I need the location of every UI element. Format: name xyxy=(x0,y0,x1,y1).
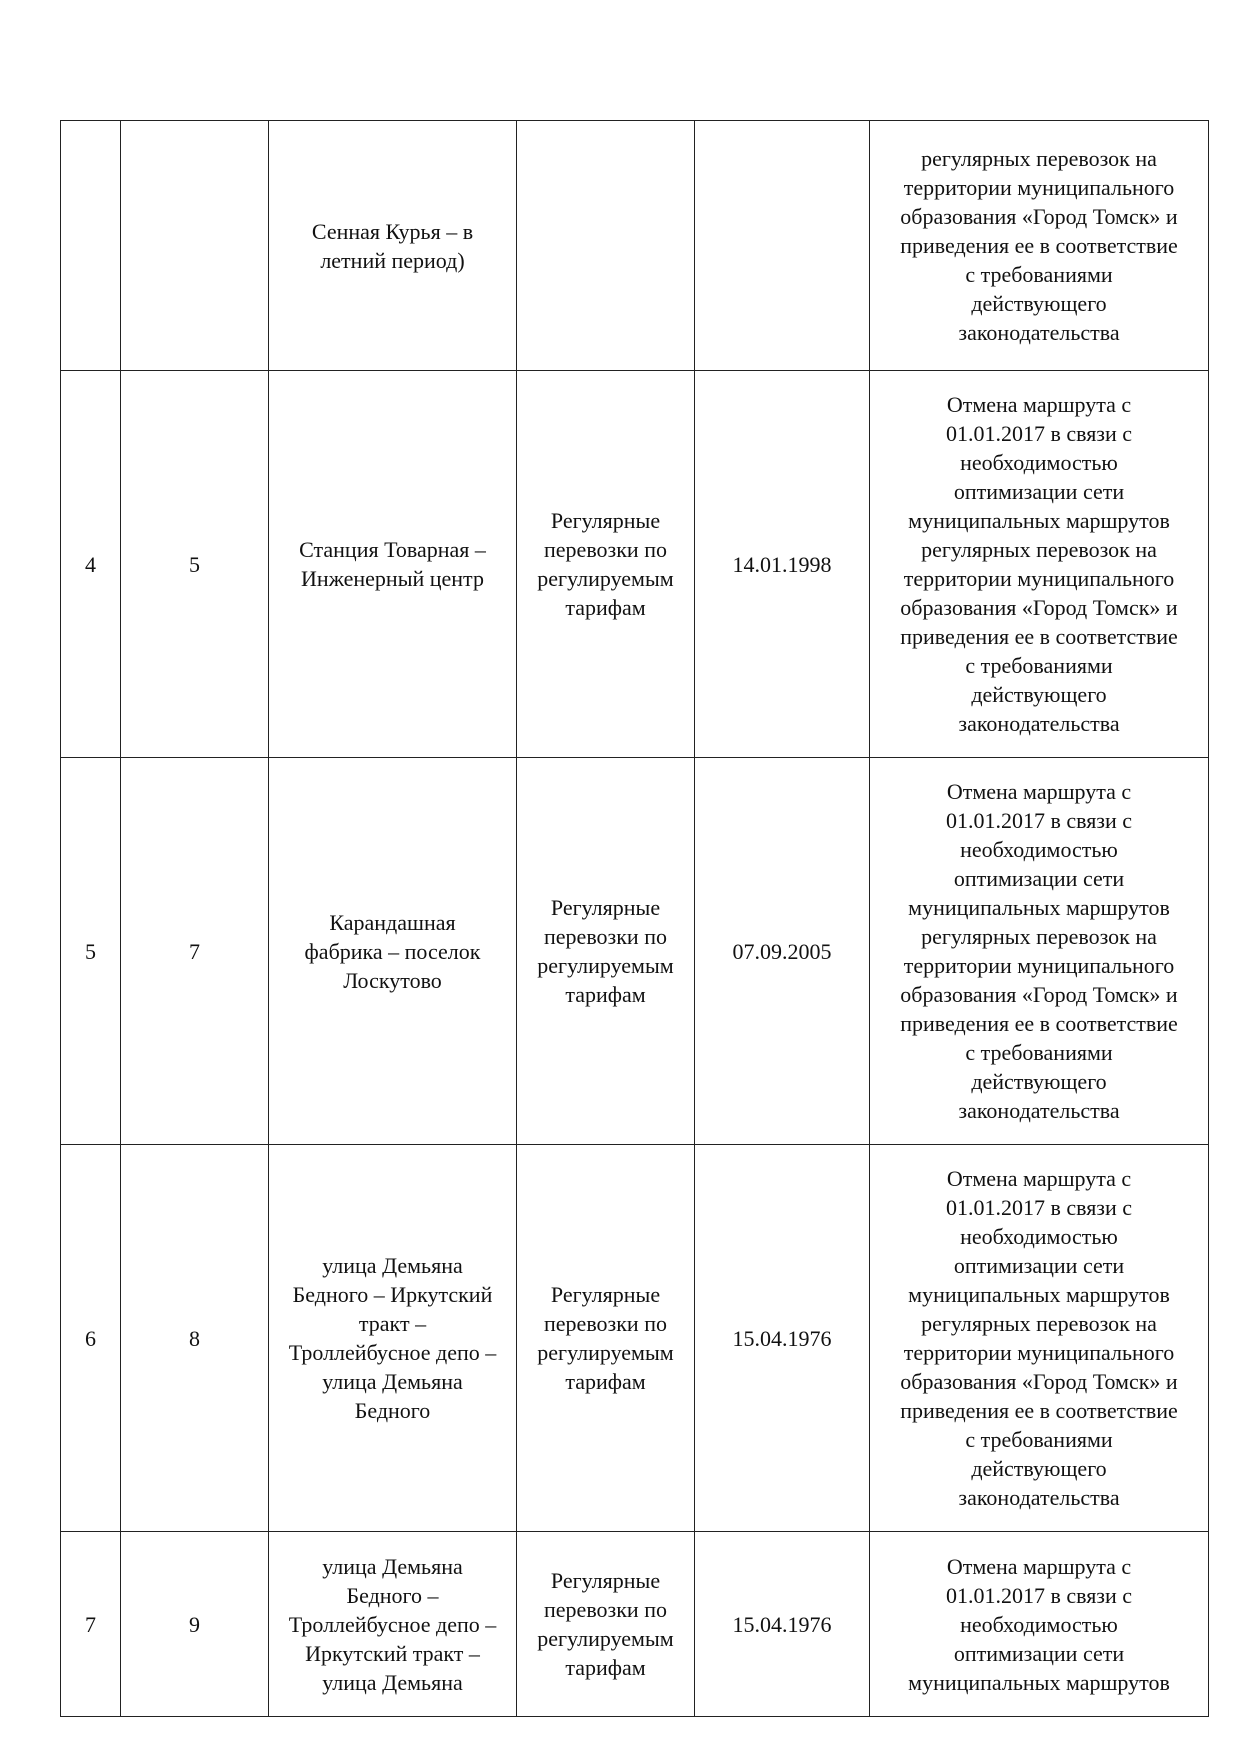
table-row xyxy=(61,758,1209,1145)
cell-route-name: Станция Товарная – Инженерный центр xyxy=(269,371,517,758)
cell-route-number xyxy=(121,121,269,371)
cell-number xyxy=(61,121,121,371)
cell-note: Отмена маршрута с 01.01.2017 в связи с необходимостью оптимизации сети муниципальных маршрутов регулярных перевозок на территории муниципального образования «Город Томск» и приведения ее в соответствие с требованиями действующего законодательства xyxy=(870,371,1209,758)
cell-note: Отмена маршрута с 01.01.2017 в связи с необходимостью оптимизации сети муниципальных маршрутов регулярных перевозок на территории муниципального образования «Город Томск» и приведения ее в соответствие с требованиями действующего законодательства xyxy=(870,1145,1209,1532)
cell-route-number: 7 xyxy=(121,758,269,1145)
cell-route-name: улица Демьяна Бедного – Троллейбусное депо – Иркутский тракт – улица Демьяна xyxy=(269,1532,517,1717)
cell-route-number: 5 xyxy=(121,371,269,758)
cell-route-name: Карандашная фабрика – поселок Лоскутово xyxy=(269,758,517,1145)
cell-date: 14.01.1998 xyxy=(695,371,870,758)
table-row xyxy=(61,121,1209,371)
cell-route-number: 9 xyxy=(121,1532,269,1717)
cell-number: 6 xyxy=(61,1145,121,1532)
cell-note: Отмена маршрута с 01.01.2017 в связи с необходимостью оптимизации сети муниципальных маршрутов регулярных перевозок на территории муниципального образования «Город Томск» и приведения ее в соответствие с требованиями действующего законодательства xyxy=(870,758,1209,1145)
routes-table xyxy=(60,120,1209,1717)
cell-transport-kind xyxy=(517,121,695,371)
cell-note: Отмена маршрута с 01.01.2017 в связи с необходимостью оптимизации сети муниципальных маршрутов xyxy=(870,1532,1209,1717)
cell-route-name: улица Демьяна Бедного – Иркутский тракт – Троллейбусное депо – улица Демьяна Бедного xyxy=(269,1145,517,1532)
table-row xyxy=(61,1532,1209,1717)
cell-route-name: Сенная Курья – в летний период) xyxy=(269,121,517,371)
cell-transport-kind: Регулярные перевозки по регулируемым тарифам xyxy=(517,1145,695,1532)
table-row xyxy=(61,1145,1209,1532)
cell-date: 15.04.1976 xyxy=(695,1532,870,1717)
cell-transport-kind: Регулярные перевозки по регулируемым тарифам xyxy=(517,1532,695,1717)
cell-number: 7 xyxy=(61,1532,121,1717)
cell-transport-kind: Регулярные перевозки по регулируемым тарифам xyxy=(517,758,695,1145)
cell-transport-kind: Регулярные перевозки по регулируемым тарифам xyxy=(517,371,695,758)
cell-number: 4 xyxy=(61,371,121,758)
cell-note: регулярных перевозок на территории муниципального образования «Город Томск» и приведения ее в соответствие с требованиями действующего законодательства xyxy=(870,121,1209,371)
cell-date: 15.04.1976 xyxy=(695,1145,870,1532)
cell-route-number: 8 xyxy=(121,1145,269,1532)
cell-date xyxy=(695,121,870,371)
cell-number: 5 xyxy=(61,758,121,1145)
cell-date: 07.09.2005 xyxy=(695,758,870,1145)
table-row xyxy=(61,371,1209,758)
